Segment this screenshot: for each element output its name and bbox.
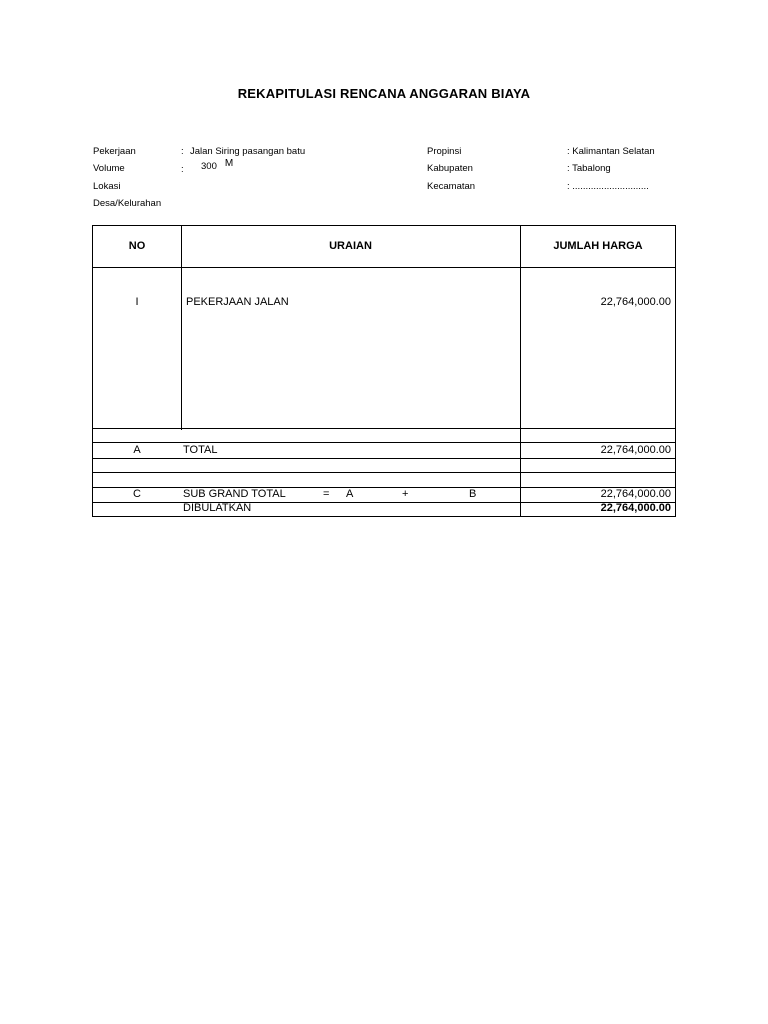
total-label: TOTAL [183, 444, 218, 456]
row-divider-2 [93, 442, 675, 443]
item-jumlah: 22,764,000.00 [600, 296, 671, 308]
subgrand-plus: + [402, 488, 409, 500]
rab-summary-table [92, 225, 676, 517]
volume-number: 300 [201, 161, 217, 172]
pekerjaan-label: Pekerjaan [93, 146, 136, 157]
desa-label: Desa/Kelurahan [93, 198, 162, 209]
subgrand-equals: = [323, 488, 330, 500]
volume-colon: : [181, 164, 184, 175]
item-no: I [135, 296, 139, 308]
dibulatkan-label: DIBULATKAN [183, 502, 252, 514]
volume-label: Volume [93, 163, 125, 174]
pekerjaan-colon: : [181, 146, 184, 157]
kecamatan-value: : ............................. [567, 181, 649, 192]
subgrand-no: C [133, 488, 141, 500]
subgrand-a: A [346, 488, 354, 500]
col-divider-jumlah [520, 226, 521, 517]
document-title: REKAPITULASI RENCANA ANGGARAN BIAYA [237, 86, 531, 101]
dibulatkan-jumlah: 22,764,000.00 [600, 502, 671, 514]
volume-unit: M [224, 158, 234, 169]
total-no: A [133, 444, 141, 456]
row-divider-1 [93, 428, 675, 429]
subgrand-jumlah: 22,764,000.00 [600, 488, 671, 500]
lokasi-label: Lokasi [93, 181, 121, 192]
row-divider-3 [93, 458, 675, 459]
col-divider-no [181, 226, 182, 430]
row-divider-4 [93, 472, 675, 473]
header-uraian: URAIAN [329, 240, 372, 252]
propinsi-label: Propinsi [427, 146, 462, 157]
volume-value [201, 158, 234, 172]
subgrand-label: SUB GRAND TOTAL [183, 488, 286, 500]
kabupaten-label: Kabupaten [427, 163, 473, 174]
header-row-divider [93, 267, 675, 268]
propinsi-value: : Kalimantan Selatan [567, 146, 655, 157]
kabupaten-value: : Tabalong [567, 163, 611, 174]
total-jumlah: 22,764,000.00 [600, 444, 671, 456]
header-jumlah-harga: JUMLAH HARGA [553, 240, 643, 252]
subgrand-b: B [469, 488, 477, 500]
item-uraian: PEKERJAAN JALAN [186, 296, 289, 308]
pekerjaan-value: Jalan Siring pasangan batu [190, 146, 306, 157]
header-no: NO [128, 240, 146, 252]
kecamatan-label: Kecamatan [427, 181, 476, 192]
